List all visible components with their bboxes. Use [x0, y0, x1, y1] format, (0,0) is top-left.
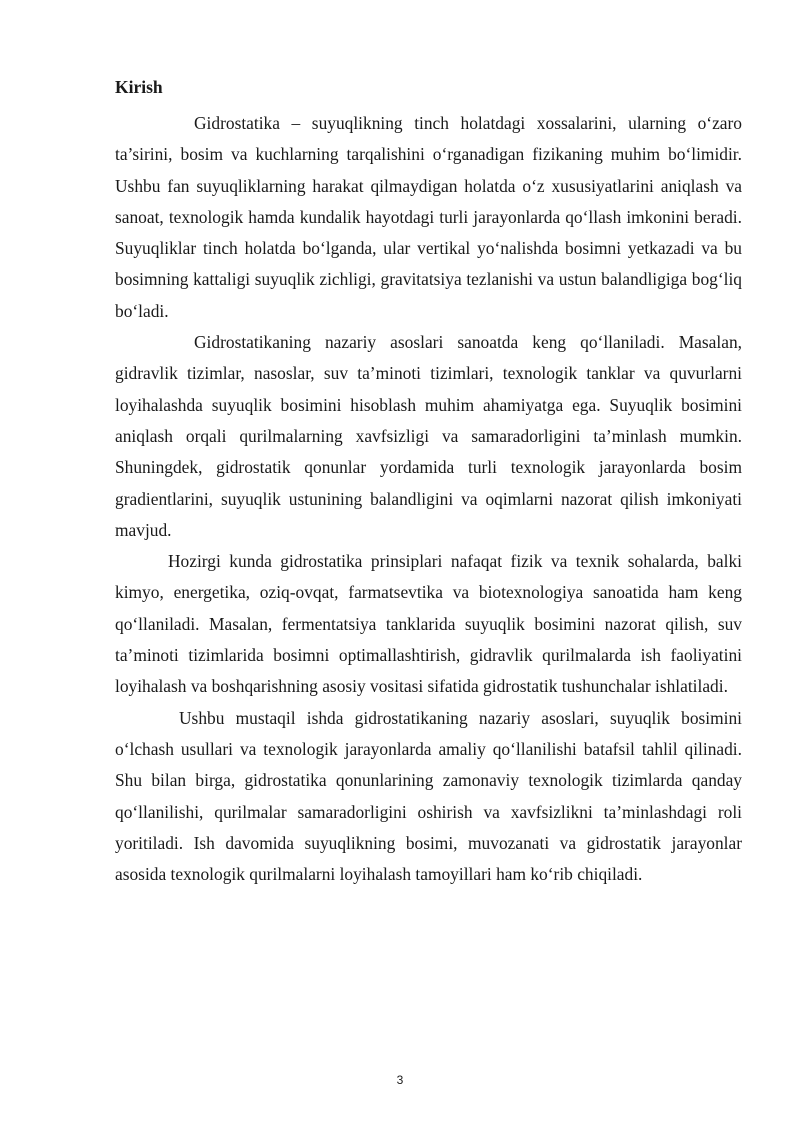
paragraph-2: Gidrostatikaning nazariy asoslari sanoatda keng qo‘llaniladi. Masalan, gidravlik tizimlar, nasoslar, suv ta’minoti tizimlari, texnologik tanklar va quvurlarni loyihalashda suyuqlik bosimini hisoblash muhim ahamiyatga ega. Suyuqlik bosimini aniqlash orqali qurilmalarning xavfsizligi va samaradorligini ta’minlash mumkin. Shuningdek, gidrostatik qonunlar yordamida turli texnologik jarayonlarda bosim gradientlarini, suyuqlik ustunining balandligini va oqimlarni nazorat qilish imkoniyati mavjud. [115, 332, 742, 540]
section-heading: Kirish [115, 77, 163, 97]
paragraph-4: Ushbu mustaqil ishda gidrostatikaning nazariy asoslari, suyuqlik bosimini o‘lchash usullari va texnologik jarayonlarda amaliy qo‘llanilishi batafsil tahlil qilinadi. Shu bilan birga, gidrostatika qonunlarining zamonaviy texnologik tizimlarda qanday qo‘llanilishi, qurilmalar samaradorligini oshirish va xavfsizlikni ta’minlashdagi roli yoritiladi. Ish davomida suyuqlikning bosimi, muvozanati va gidrostatik jarayonlar asosida texnologik qurilmalarni loyihalash tamoyillari ham ko‘rib chiqiladi. [115, 707, 742, 885]
paragraph-3: Hozirgi kunda gidrostatika prinsiplari nafaqat fizik va texnik sohalarda, balki kimyo, energetika, oziq-ovqat, farmatsevtika va biotexnologiya sanoatida ham keng qo‘llaniladi. Masalan, fermentatsiya tanklarida suyuqlik bosimini nazorat qilish, suv ta’minoti tizimlarida bosimni optimallashtirish, gidravlik qurilmalarda ish faoliyatini loyihalash va boshqarishning asosiy vositasi sifatida gidrostatik tushunchalar ishlatiladi. [115, 551, 742, 697]
paragraph-1: Gidrostatika – suyuqlikning tinch holatdagi xossalarini, ularning o‘zaro ta’sirini, bosim va kuchlarning tarqalishini o‘rganadigan fizikaning muhim bo‘limidir. Ushbu fan suyuqliklarning harakat qilmaydigan holatda o‘z xususiyatlarini aniqlash va sanoat, texnologik hamda kundalik hayotdagi turli jarayonlarda qo‘llash imkonini beradi. Suyuqliklar tinch holatda bo‘lganda, ular vertikal yo‘nalishda bosimni yetkazadi va bu bosimning kattaligi suyuqlik zichligi, gravitatsiya tezlanishi va ustun balandligiga bog‘liq bo‘ladi. [115, 113, 742, 321]
page-number: 3 [396, 1073, 404, 1087]
body-text [115, 108, 742, 890]
